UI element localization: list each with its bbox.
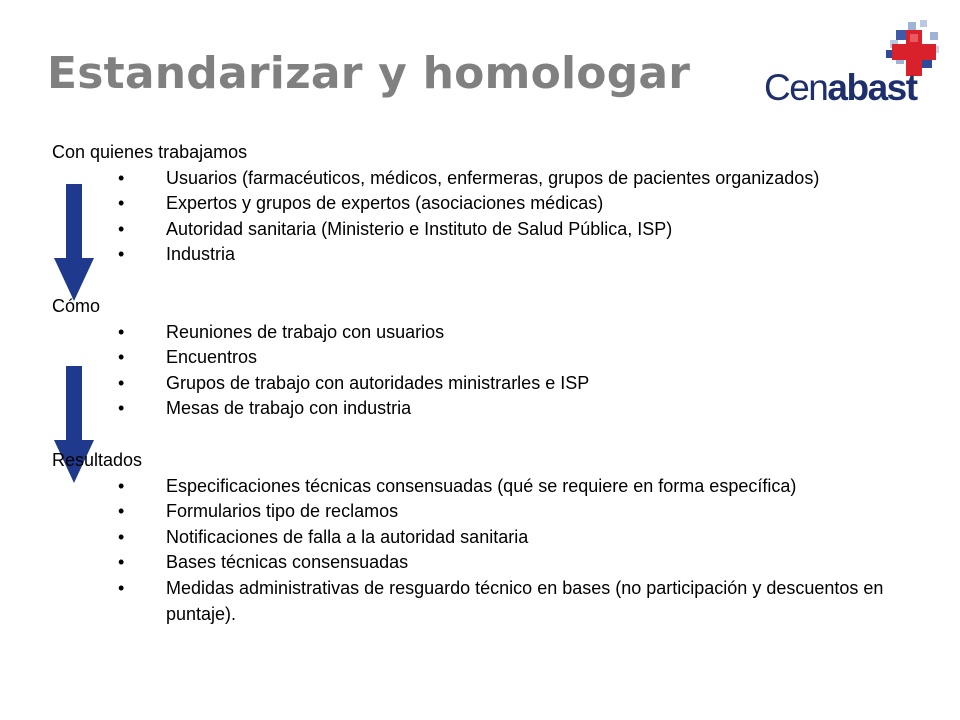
logo-text-bold: abast [827, 67, 917, 108]
bullet-dot: • [118, 218, 125, 239]
bullet-dot: • [118, 167, 125, 188]
list-item [52, 242, 942, 268]
list-item [52, 191, 942, 217]
cenabast-logo [760, 18, 950, 108]
list-item [52, 396, 942, 422]
list-item-text: Grupos de trabajo con autoridades ministrarles e ISP [166, 372, 590, 393]
list-item-text: Especificaciones técnicas consensuadas (qué se requiere en forma específica) [166, 475, 797, 496]
list-item [52, 474, 942, 500]
list-item [52, 576, 942, 627]
list-item-text: Reuniones de trabajo con usuarios [166, 321, 445, 342]
list-item-text: Expertos y grupos de expertos (asociaciones médicas) [166, 193, 604, 214]
list-item [52, 217, 942, 243]
list-item-text: Industria [166, 244, 236, 265]
logo-wordmark [764, 68, 917, 108]
section-como [52, 294, 942, 422]
list-item [52, 166, 942, 192]
list-item [52, 525, 942, 551]
list-item-text: Medidas administrativas de resguardo técnico en bases (no participación y descuentos en puntaje). [166, 577, 884, 624]
list-item [52, 320, 942, 346]
logo-text-light: Cen [764, 67, 828, 108]
bullet-list [52, 320, 942, 422]
section-resultados [52, 448, 942, 627]
slide-body [52, 140, 942, 627]
list-item [52, 550, 942, 576]
section-con-quienes [52, 140, 942, 268]
list-item [52, 371, 942, 397]
list-item-text: Autoridad sanitaria (Ministerio e Instituto de Salud Pública, ISP) [166, 218, 673, 239]
list-item-text: Mesas de trabajo con industria [166, 398, 412, 419]
bullet-dot: • [118, 501, 125, 522]
bullet-list [52, 474, 942, 628]
section-heading: Con quienes trabajamos [52, 142, 248, 162]
bullet-dot: • [118, 193, 125, 214]
list-item-text: Bases técnicas consensuadas [166, 552, 409, 573]
bullet-dot: • [118, 372, 125, 393]
bullet-dot: • [118, 347, 125, 368]
bullet-dot: • [118, 552, 125, 573]
list-item-text: Formularios tipo de reclamos [166, 501, 399, 522]
slide-title: Estandarizar y homologar [47, 48, 691, 99]
section-heading: Cómo [52, 295, 101, 316]
bullet-dot: • [118, 475, 125, 496]
list-item-text: Notificaciones de falla a la autoridad sanitaria [166, 526, 529, 547]
list-item [52, 345, 942, 371]
bullet-dot: • [118, 398, 125, 419]
list-item [52, 499, 942, 525]
bullet-list [52, 166, 942, 268]
list-item-text: Encuentros [166, 347, 258, 368]
section-heading: Resultados [52, 449, 143, 470]
bullet-dot: • [118, 244, 125, 265]
bullet-dot: • [118, 321, 125, 342]
list-item-text: Usuarios (farmacéuticos, médicos, enfermeras, grupos de pacientes organizados) [166, 167, 820, 188]
bullet-dot: • [118, 526, 125, 547]
bullet-dot: • [118, 577, 125, 598]
